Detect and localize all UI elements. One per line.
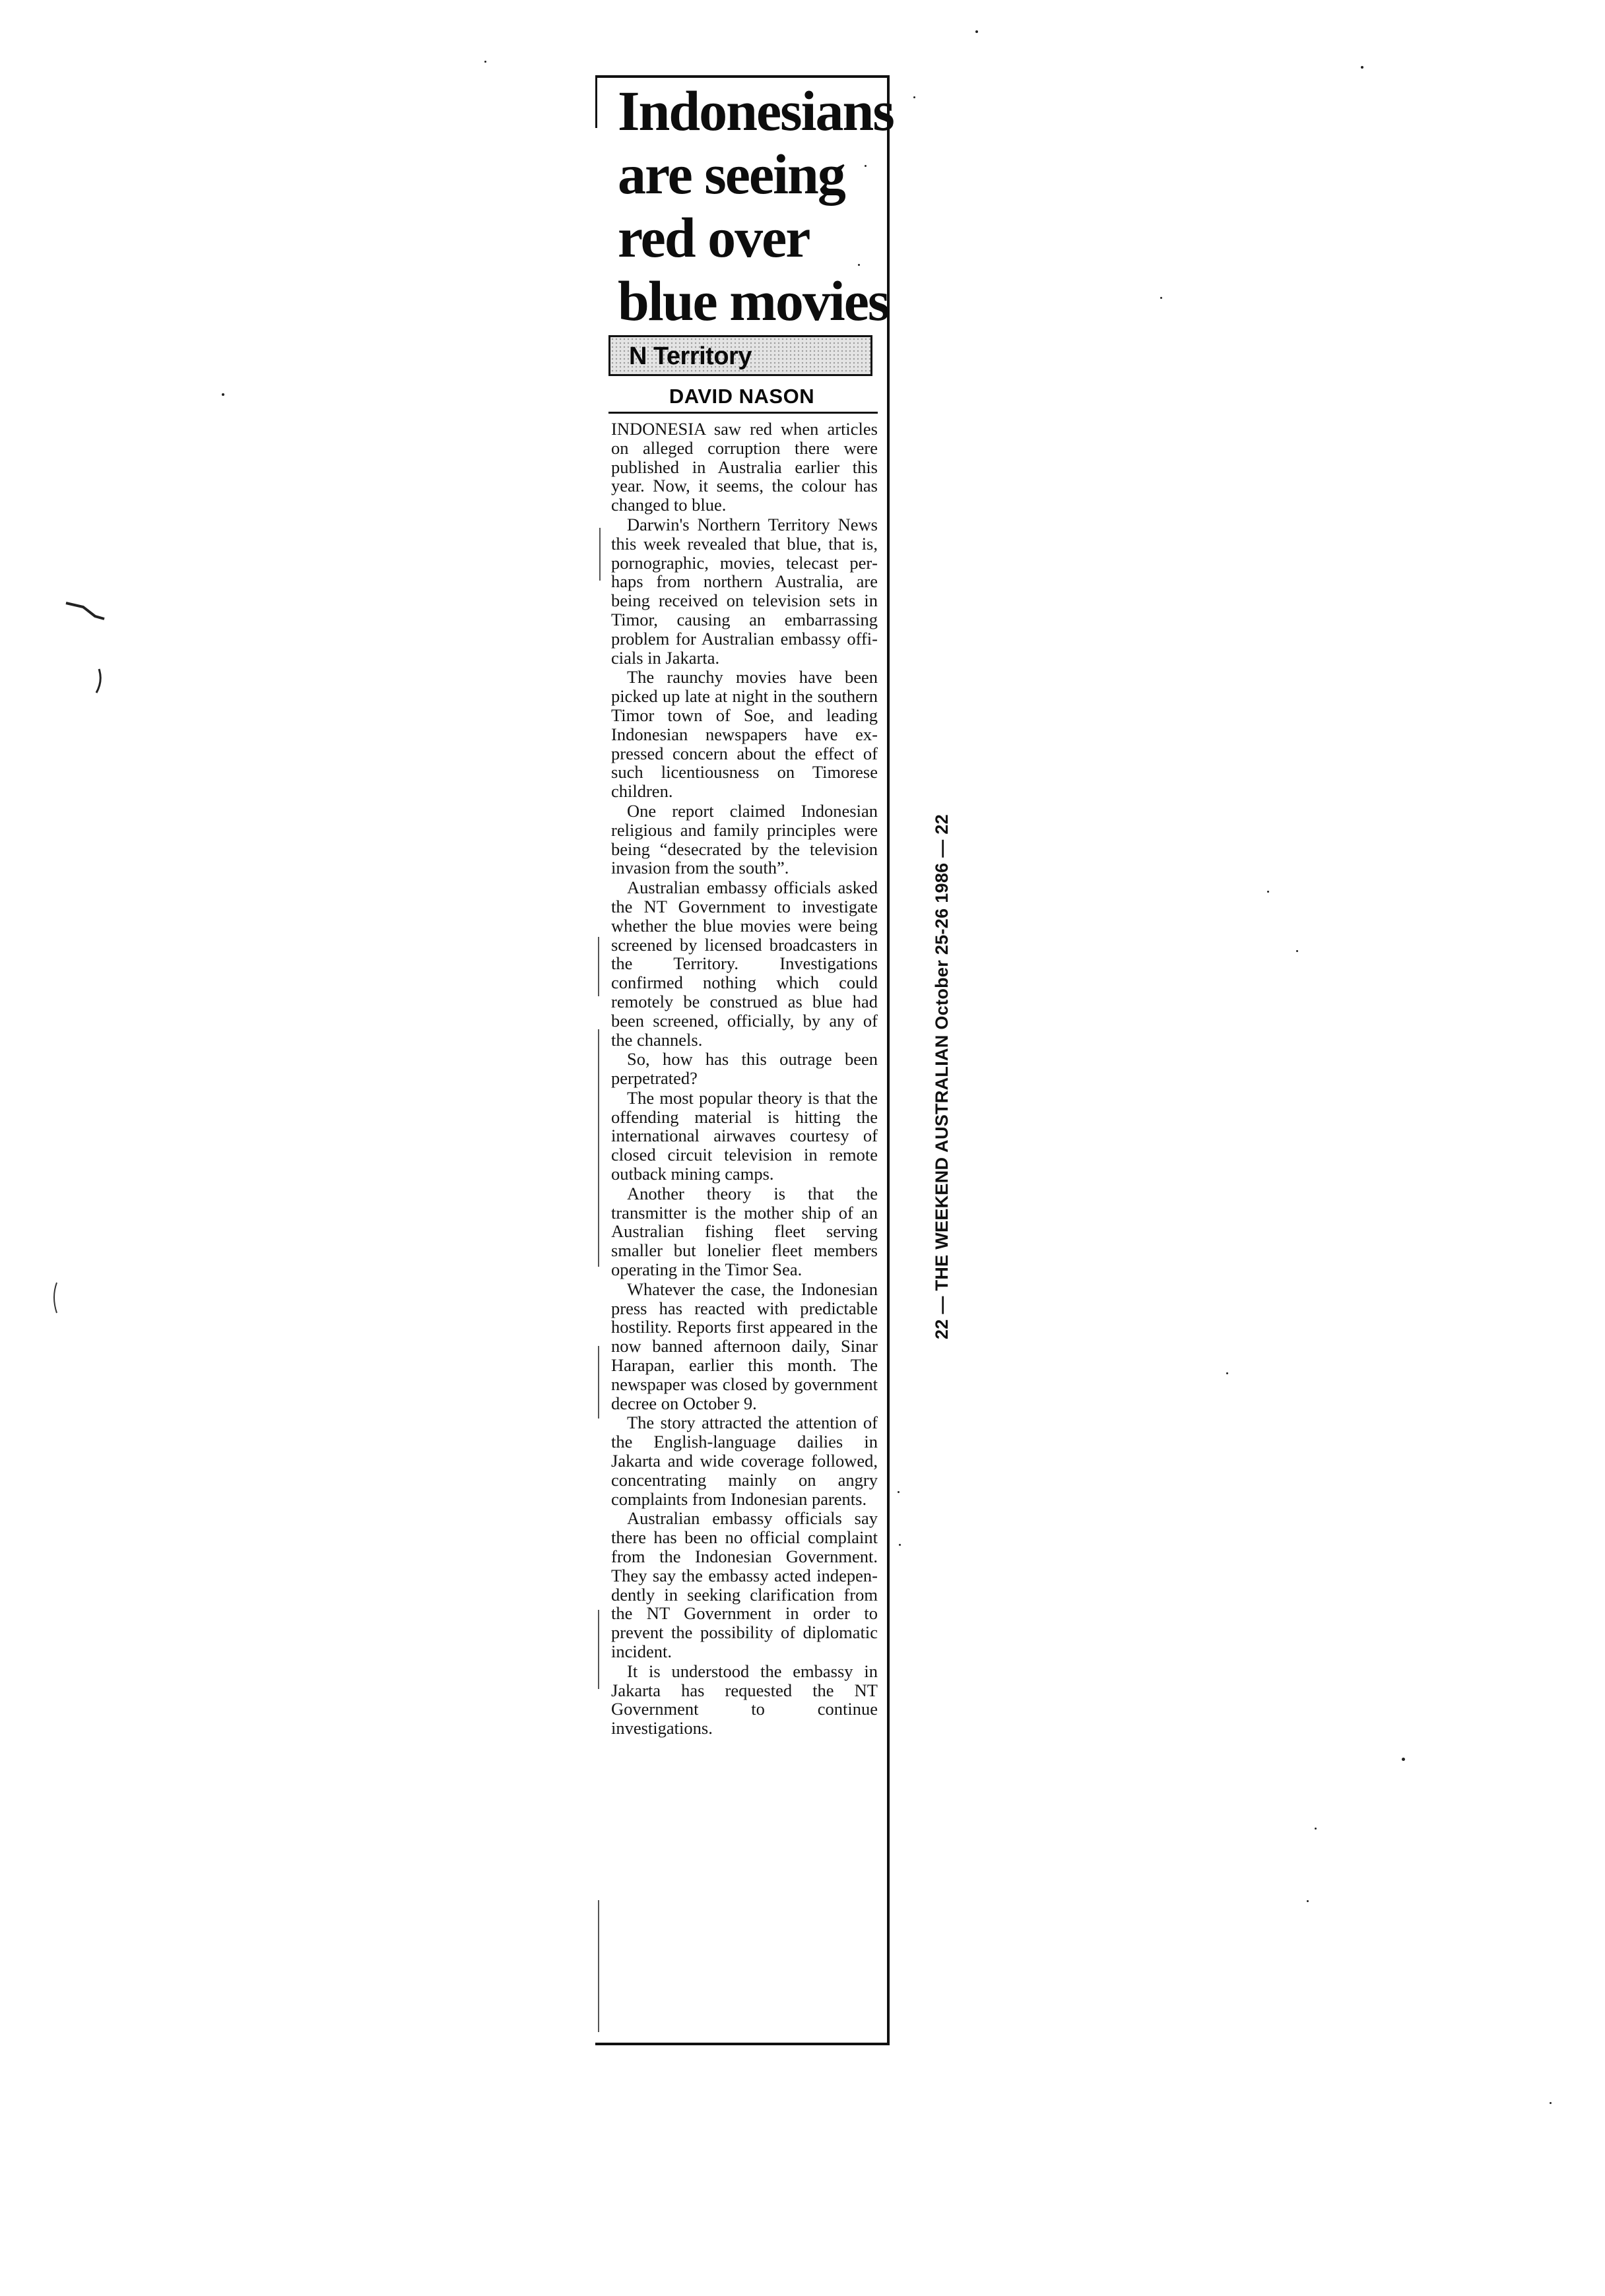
scan-speck: [222, 393, 224, 396]
headline: [618, 79, 894, 333]
headline-line: red over: [618, 206, 810, 269]
scan-speck: [1307, 1900, 1309, 1902]
scan-margin-rule: [598, 1900, 599, 2032]
paragraph: Another theory is that the transmitter is the mother ship of an Australian fishing fleet serving smaller but lonelier fleet members operating in the Timor Sea.: [611, 1183, 878, 1280]
scan-margin-rule: [598, 1610, 599, 1689]
paragraph: One report claimed Indonesian religious and family principles were being “desecrated by the television invasion from the south”.: [611, 800, 878, 878]
scan-margin-rule: [598, 1029, 599, 1267]
scan-speck: [1361, 66, 1363, 69]
scan-speck: [1550, 2102, 1552, 2104]
scan-stray-mark: [49, 1280, 65, 1320]
scan-stray-mark: [63, 599, 110, 625]
scan-speck: [865, 165, 867, 167]
scan-speck: [858, 264, 860, 266]
paragraph: So, how has this outrage been perpetrated?: [611, 1049, 878, 1089]
article-body: [611, 420, 878, 1738]
paragraph: The story attracted the attention of the English-language dailies in Jakarta and wide coverage followed, concentrating mainly on angry complaints from Indonesian parents.: [611, 1413, 878, 1509]
scan-speck: [898, 1491, 900, 1493]
headline-line: Indonesians: [618, 79, 894, 143]
scan-speck: [1296, 950, 1298, 952]
headline-line: are seeing: [618, 143, 845, 206]
paragraph: The raunchy movies have been picked up late at night in the southern Timor town of Soe, and leading Indonesian newspapers have expressed concern about the effect of such licentiousness on Timorese children.: [611, 667, 878, 802]
scan-speck: [1267, 891, 1269, 893]
paragraph: The most popular theory is that the offending material is hitting the international airwaves courtesy of closed circuit television in remote outback mining camps.: [611, 1087, 878, 1184]
section-label-box: [608, 335, 872, 376]
scan-speck: [484, 61, 486, 63]
scan-margin-rule: [598, 937, 599, 996]
headline-line: blue movies: [618, 269, 889, 333]
scan-margin-rule: [598, 1346, 599, 1419]
paragraph: It is understood the embassy in Jakarta has requested the NT Government to continue investigations.: [611, 1661, 878, 1738]
scan-speck: [1402, 1758, 1405, 1761]
scan-margin-rule: [599, 528, 601, 581]
scan-speck: [899, 1544, 901, 1546]
scan-speck: [1315, 1828, 1317, 1830]
byline: DAVID NASON: [669, 385, 815, 408]
scan-stray-mark: [90, 666, 110, 699]
section-label: N Territory: [629, 342, 752, 370]
paragraph: Darwin's Northern Territory News this week revealed that blue, that is, pornographic, movies, telecast perhaps from northern Australia, are being received on television sets in Timor, causing an embarrassing problem for Australian embassy officials in Jakarta.: [611, 514, 878, 668]
paragraph: Australian embassy officials asked the NT Government to investigate whether the blue movies were being screened by licensed broadcasters in the Territory. Investigations confirmed nothing which could remotely be construed as blue had been screened, officially, by any of the channels.: [611, 877, 878, 1050]
scan-speck: [913, 96, 915, 98]
scan-speck: [1160, 297, 1162, 299]
article-left-rule: [595, 78, 597, 128]
running-footer: 22 — THE WEEKEND AUSTRALIAN October 25-26 1986 — 22: [932, 813, 952, 1339]
paragraph: Australian embassy officials say there has been no official complaint from the Indonesian Government. They say the embassy acted independently in seeking clarification from the NT Government in order to prevent the possibility of diplomatic incident.: [611, 1508, 878, 1661]
byline-rule: [608, 412, 878, 414]
scan-speck: [975, 30, 978, 33]
paragraph: Whatever the case, the Indonesian press has reacted with predictable hostility. Reports first appeared in the now banned afternoon daily, Sinar Harapan, earlier this month. The newspaper was closed by government decree on October 9.: [611, 1279, 878, 1413]
paragraph: INDONESIA saw red when articles on alleged corruption there were published in Australia earlier this year. Now, it seems, the colour has changed to blue.: [611, 419, 878, 515]
scan-speck: [1226, 1372, 1228, 1374]
